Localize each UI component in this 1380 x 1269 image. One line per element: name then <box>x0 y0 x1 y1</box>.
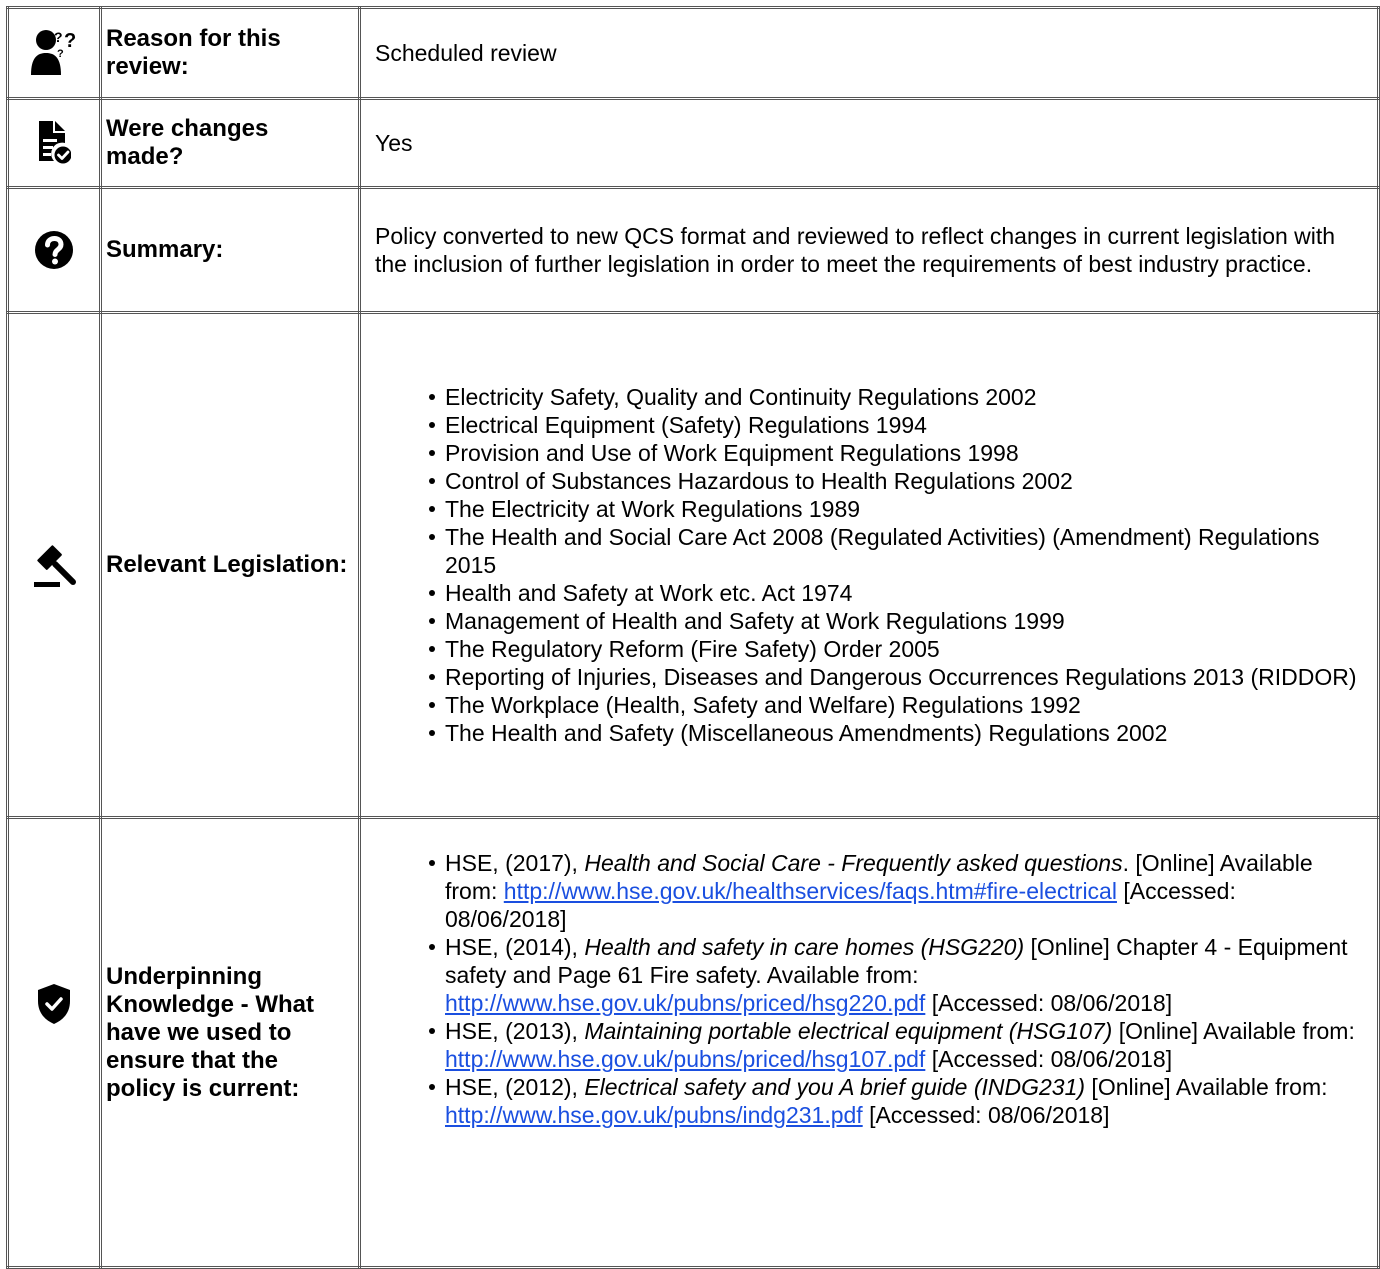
row-value: Scheduled review <box>360 8 1379 99</box>
ref-link[interactable]: http://www.hse.gov.uk/pubns/indg231.pdf <box>445 1102 863 1128</box>
ref-details: . [Online] Available from: <box>445 850 1313 904</box>
table-row-changes <box>8 99 1379 188</box>
document-check-icon <box>37 134 71 151</box>
table-row-reason <box>8 8 1379 99</box>
list-item: The Health and Social Care Act 2008 (Regulated Activities) (Amendment) Regulations 2015 <box>445 523 1363 579</box>
ref-title: Electrical safety and you A brief guide (INDG231) <box>584 1074 1086 1100</box>
legislation-cell <box>360 313 1379 818</box>
person-question-icon <box>31 29 77 61</box>
ref-details: [Online] Available from: <box>1112 1018 1355 1044</box>
list-item: The Regulatory Reform (Fire Safety) Order 2005 <box>445 635 1363 663</box>
ref-details: [Online] Available from: <box>1085 1074 1328 1100</box>
row-label: Summary: <box>101 188 360 313</box>
row-icon-cell <box>8 99 101 188</box>
ref-details: [Online] Chapter 4 - Equipment safety and Page 61 Fire safety. Available from: <box>445 934 1348 988</box>
shield-check-icon <box>36 995 72 1012</box>
svg-text:?: ? <box>64 30 77 52</box>
list-item: Control of Substances Hazardous to Health Regulations 2002 <box>445 467 1363 495</box>
table-row-legislation <box>8 313 1379 818</box>
list-item <box>445 1073 1363 1129</box>
ref-author: HSE, (2013), <box>445 1018 585 1044</box>
ref-accessed: [Accessed: 08/06/2018] <box>445 878 1236 932</box>
ref-title: Maintaining portable electrical equipment (HSG107) <box>584 1018 1113 1044</box>
ref-title: Health and Social Care - Frequently asked questions <box>584 850 1123 876</box>
ref-title: Health and safety in care homes (HSG220) <box>584 934 1025 960</box>
ref-accessed: [Accessed: 08/06/2018] <box>925 990 1173 1016</box>
row-icon-cell <box>8 818 101 1268</box>
references-list <box>375 849 1363 1129</box>
ref-accessed: [Accessed: 08/06/2018] <box>862 1102 1110 1128</box>
list-item: Health and Safety at Work etc. Act 1974 <box>445 579 1363 607</box>
row-icon-cell <box>8 8 101 99</box>
ref-accessed: [Accessed: 08/06/2018] <box>925 1046 1173 1072</box>
row-label: Underpinning Knowledge - What have we used to ensure that the policy is current: <box>101 818 360 1268</box>
list-item: Management of Health and Safety at Work Regulations 1999 <box>445 607 1363 635</box>
policy-review-table <box>6 6 1380 1269</box>
list-item <box>445 849 1363 933</box>
svg-text:?: ? <box>57 48 64 60</box>
legislation-list <box>375 383 1363 747</box>
list-item: Reporting of Injuries, Diseases and Dangerous Occurrences Regulations 2013 (RIDDOR) <box>445 663 1363 691</box>
row-label: Relevant Legislation: <box>101 313 360 818</box>
svg-text:?: ? <box>54 29 63 45</box>
references-cell <box>360 818 1379 1268</box>
gavel-icon <box>31 556 77 573</box>
ref-link[interactable]: http://www.hse.gov.uk/pubns/priced/hsg107.pdf <box>445 1046 926 1072</box>
ref-author: HSE, (2014), <box>445 934 585 960</box>
list-item <box>445 933 1363 1017</box>
row-icon-cell <box>8 188 101 313</box>
list-item <box>445 1017 1363 1073</box>
question-circle-icon <box>34 241 74 258</box>
list-item: The Workplace (Health, Safety and Welfare) Regulations 1992 <box>445 691 1363 719</box>
row-value: Yes <box>360 99 1379 188</box>
row-icon-cell <box>8 313 101 818</box>
table-row-underpinning <box>8 818 1379 1268</box>
ref-link[interactable]: http://www.hse.gov.uk/pubns/priced/hsg220.pdf <box>445 990 926 1016</box>
list-item: Electricity Safety, Quality and Continuity Regulations 2002 <box>445 383 1363 411</box>
ref-author: HSE, (2017), <box>445 850 585 876</box>
list-item: Provision and Use of Work Equipment Regulations 1998 <box>445 439 1363 467</box>
table-row-summary <box>8 188 1379 313</box>
row-label: Were changes made? <box>101 99 360 188</box>
list-item: The Health and Safety (Miscellaneous Amendments) Regulations 2002 <box>445 719 1363 747</box>
ref-author: HSE, (2012), <box>445 1074 585 1100</box>
list-item: Electrical Equipment (Safety) Regulations 1994 <box>445 411 1363 439</box>
list-item: The Electricity at Work Regulations 1989 <box>445 495 1363 523</box>
row-label: Reason for this review: <box>101 8 360 99</box>
row-value: Policy converted to new QCS format and reviewed to reflect changes in current legislation with the inclusion of further legislation in order to meet the requirements of best industry practice. <box>360 188 1379 313</box>
ref-link[interactable]: http://www.hse.gov.uk/healthservices/faqs.htm#fire-electrical <box>503 878 1117 904</box>
